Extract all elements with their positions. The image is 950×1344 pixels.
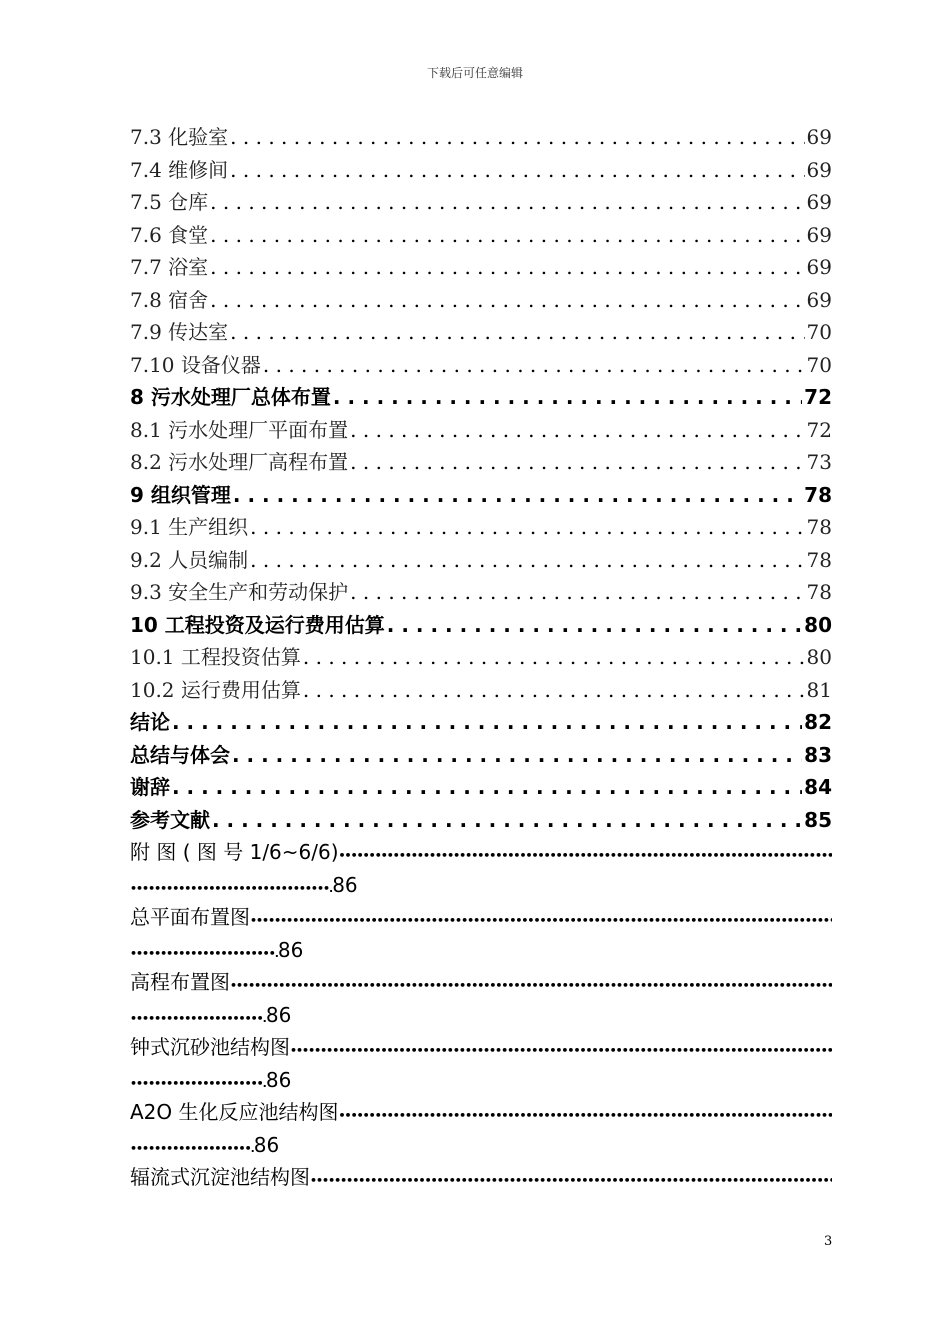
figure-entry[interactable] xyxy=(130,966,832,999)
toc-leader-dots xyxy=(230,121,804,154)
toc-entry[interactable] xyxy=(130,349,832,382)
toc-entry-page: 80 xyxy=(806,645,832,669)
toc-entry-title: 谢辞 xyxy=(130,775,170,799)
toc-leader-dots xyxy=(263,349,805,382)
toc-entry-page: 73 xyxy=(806,450,832,474)
figure-entry-continuation xyxy=(130,1129,832,1162)
toc-entry[interactable] xyxy=(130,251,832,284)
figure-entry-title: 总平面布置图 xyxy=(130,905,250,929)
figure-leader-dots: •••••••••••••••••••••••••••••••••. xyxy=(130,881,333,895)
toc-leader-dots xyxy=(210,186,804,219)
toc-leader-dots xyxy=(303,674,805,707)
toc-entry-title: 8 污水处理厂总体布置 xyxy=(130,385,331,409)
toc-entry-page: 70 xyxy=(806,352,832,377)
toc-leader-dots xyxy=(233,479,802,512)
figure-leader-dots: ••••••••••••••••••••••. xyxy=(130,1076,266,1090)
figure-entry[interactable] xyxy=(130,836,832,869)
toc-leader-dots xyxy=(350,446,804,479)
toc-leader-dots xyxy=(230,316,804,349)
toc-entry-title: 结论 xyxy=(130,710,170,734)
toc-leader-dots xyxy=(210,251,804,284)
figure-leader-dots: ••••••••••••••••••••. xyxy=(130,1141,254,1155)
toc-entry-title: 7.7 浴室 xyxy=(130,255,209,279)
toc-entry-page: 85 xyxy=(804,807,832,832)
toc-leader-dots xyxy=(172,706,802,739)
toc-leader-dots xyxy=(350,576,804,609)
toc-entry-page: 69 xyxy=(806,255,832,279)
figure-entry-page: 86 xyxy=(265,1067,292,1092)
toc-entry[interactable] xyxy=(130,284,832,317)
toc-entry[interactable] xyxy=(130,576,832,609)
figure-leader-dots: ••••••••••••••••••••••. xyxy=(130,1011,266,1025)
figure-leader-dots xyxy=(250,901,832,934)
toc-entry[interactable] xyxy=(130,674,832,707)
toc-entry-title: 7.10 设备仪器 xyxy=(130,352,261,377)
toc-entry[interactable] xyxy=(130,154,832,187)
page-header: 下载后可任意编辑 xyxy=(426,66,523,80)
figure-entry[interactable] xyxy=(130,1161,832,1194)
toc-leader-dots xyxy=(250,544,804,577)
toc-entry-page: 78 xyxy=(806,515,832,539)
toc-entry-page: 69 xyxy=(806,157,832,182)
figure-entry-page: 86 xyxy=(277,937,304,962)
figure-leader-dots xyxy=(339,836,832,869)
figure-entry[interactable] xyxy=(130,901,832,934)
toc-leader-dots xyxy=(333,381,802,414)
figure-leader-dots xyxy=(290,1031,832,1064)
figure-entry-continuation xyxy=(130,934,832,967)
toc-entry[interactable] xyxy=(130,446,832,479)
toc-entry-title: 7.5 仓库 xyxy=(130,190,209,214)
figure-entry-page: 86 xyxy=(332,872,358,897)
toc-leader-dots xyxy=(232,739,802,772)
toc-entry[interactable] xyxy=(130,544,832,577)
toc-entry[interactable] xyxy=(130,121,832,154)
toc-entries xyxy=(130,121,832,836)
toc-entry-page: 81 xyxy=(806,677,832,702)
toc-leader-dots xyxy=(210,219,804,252)
toc-entry-page: 69 xyxy=(806,125,832,149)
toc-leader-dots xyxy=(350,414,804,447)
figure-entry-continuation xyxy=(130,869,832,902)
toc-leader-dots xyxy=(210,284,804,317)
toc-entry-page: 72 xyxy=(806,417,832,442)
toc-entry-page: 84 xyxy=(804,775,832,799)
figure-entry[interactable] xyxy=(130,1096,832,1129)
toc-entry[interactable] xyxy=(130,641,832,674)
toc-entry-title: 8.1 污水处理厂平面布置 xyxy=(130,417,349,442)
toc-leader-dots xyxy=(303,641,805,674)
figure-entry-title: 辐流式沉淀池结构图 xyxy=(130,1165,310,1189)
toc-entry-title: 9.3 安全生产和劳动保护 xyxy=(130,580,349,604)
toc-entry-title: 参考文献 xyxy=(130,807,210,832)
toc-leader-dots xyxy=(250,511,804,544)
toc-entry-title: 10 工程投资及运行费用估算 xyxy=(130,612,385,637)
figure-entry-title: A2O 生化反应池结构图 xyxy=(130,1100,339,1124)
toc-entry[interactable] xyxy=(130,414,832,447)
figure-leader-dots: ••••••••••••••••••••••••. xyxy=(130,946,278,960)
figure-entry-continuation xyxy=(130,1064,832,1097)
toc-entry-title: 10.1 工程投资估算 xyxy=(130,645,301,669)
toc-entry-title: 7.3 化验室 xyxy=(130,125,229,149)
figure-entry[interactable] xyxy=(130,1031,832,1064)
toc-entry[interactable] xyxy=(130,219,832,252)
toc-entry-page: 72 xyxy=(804,385,832,409)
toc-entry-page: 78 xyxy=(804,482,832,507)
toc-entry-page: 70 xyxy=(806,320,832,344)
toc-entry-page: 83 xyxy=(804,742,832,767)
toc-leader-dots xyxy=(387,609,802,642)
figure-entry-page: 86 xyxy=(265,1002,292,1027)
figure-entries xyxy=(130,836,832,1194)
figure-entry-title: 附 图 ( 图 号 1/6~6/6) xyxy=(130,840,339,864)
toc-entry-title: 8.2 污水处理厂高程布置 xyxy=(130,450,349,474)
figure-leader-dots xyxy=(310,1161,832,1194)
toc-entry-title: 总结与体会 xyxy=(130,742,230,767)
toc-entry-page: 78 xyxy=(806,547,832,572)
table-of-contents xyxy=(130,121,832,1194)
toc-leader-dots xyxy=(172,771,802,804)
toc-entry-page: 78 xyxy=(806,580,832,604)
toc-entry-title: 9.1 生产组织 xyxy=(130,515,249,539)
toc-entry[interactable] xyxy=(130,609,832,642)
toc-entry-title: 9 组织管理 xyxy=(130,482,231,507)
toc-entry-page: 69 xyxy=(806,190,832,214)
toc-entry-page: 80 xyxy=(804,612,832,637)
toc-leader-dots xyxy=(212,804,802,837)
toc-entry[interactable] xyxy=(130,739,832,772)
toc-leader-dots xyxy=(230,154,804,187)
figure-entry-title: 高程布置图 xyxy=(130,970,230,994)
toc-entry[interactable] xyxy=(130,479,832,512)
toc-entry-title: 7.6 食堂 xyxy=(130,222,209,247)
toc-entry-title: 7.8 宿舍 xyxy=(130,287,209,312)
figure-entry-continuation xyxy=(130,999,832,1032)
figure-leader-dots xyxy=(339,1096,832,1129)
toc-entry-title: 7.4 维修间 xyxy=(130,157,229,182)
figure-entry-title: 钟式沉砂池结构图 xyxy=(130,1035,290,1059)
toc-entry[interactable] xyxy=(130,186,832,219)
toc-entry-title: 7.9 传达室 xyxy=(130,320,229,344)
toc-entry-page: 82 xyxy=(804,710,832,734)
figure-entry-page: 86 xyxy=(253,1132,280,1157)
toc-entry-page: 69 xyxy=(806,287,832,312)
toc-entry[interactable] xyxy=(130,316,832,349)
toc-entry[interactable] xyxy=(130,706,832,739)
toc-entry-title: 9.2 人员编制 xyxy=(130,547,249,572)
toc-entry-title: 10.2 运行费用估算 xyxy=(130,677,301,702)
toc-entry[interactable] xyxy=(130,511,832,544)
toc-entry-page: 69 xyxy=(806,222,832,247)
page-number: 3 xyxy=(824,1234,833,1249)
toc-entry[interactable] xyxy=(130,804,832,837)
figure-leader-dots xyxy=(230,966,832,999)
toc-entry[interactable] xyxy=(130,771,832,804)
toc-entry[interactable] xyxy=(130,381,832,414)
